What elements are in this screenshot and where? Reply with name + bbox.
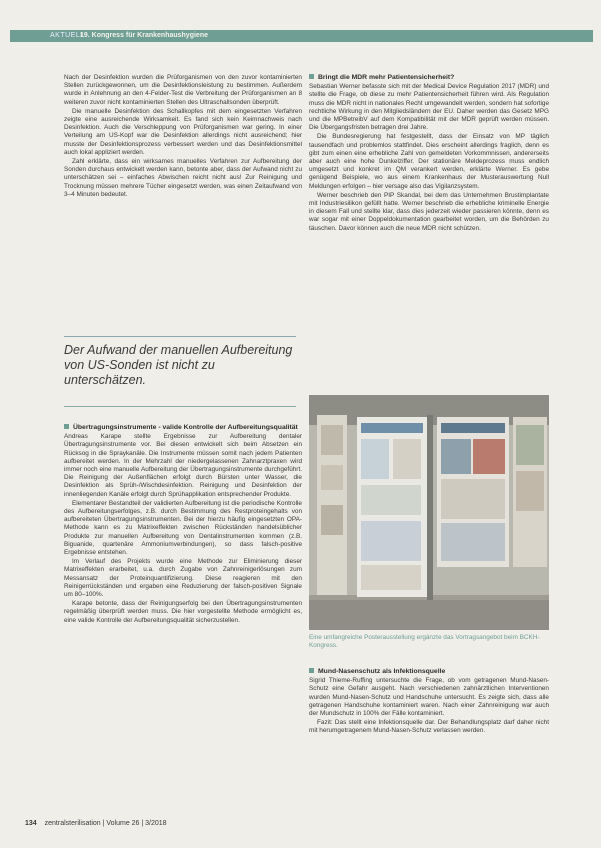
journal-issue: zentralsterilisation | Volume 26 | 3/2018: [44, 820, 167, 827]
section-heading: [309, 74, 549, 82]
pull-quote: Der Aufwand der manuellen Aufbereitung von US-Sonden ist nicht zu unterschätzen.: [64, 336, 296, 388]
paragraph: Die Bundesregierung hat festgestellt, dass der Einsatz von MP täglich tausendfach und problemlos stattfindet. Dies erscheint allerdings fraglich, denn es gibt zum einen eine erhebliche Zahl von gemeldeten Vorkommnissen, andererseits aber auch eine hohe Dunkelziffer. Der stationäre Meldeprozess muss endlich umgesetzt und konkret im QM verankert werden, erklärte Werner. Es gebe genügend Beispiele, wo aus einem Krankenhaus der Musterauswertung Null Meldungen erfolgen – hier versage also das Vigilanzsystem.: [309, 133, 549, 190]
paragraph: Zahl erklärte, dass ein wirksames manuelles Verfahren zur Aufbereitung der Sonden durchaus entwickelt werden kann, betonte aber, dass der Aufwand nicht zu unterschätzen sei – einfaches Abwischen reicht nicht aus! Zur Reinigung und Trocknung müssen mehrere Tücher eingesetzt werden, was einen Zeitaufwand von 3–4 Minuten bedeutet.: [64, 158, 302, 198]
page-number: 134: [25, 820, 37, 827]
poster-exhibition-photo: [309, 395, 549, 630]
page-footer: [25, 820, 167, 827]
section-heading-text: Mund-Nasenschutz als Infektionsquelle: [318, 668, 446, 675]
section-heading-text: Übertragungsinstrumente - valide Kontrolle der Aufbereitungsqualität: [73, 424, 298, 431]
left-column-top: [64, 74, 302, 200]
paragraph: Im Verlauf des Projekts wurde eine Methode zur Eliminierung dieser Matrixeffekten erarbeitet, u.a. durch Zugabe von Zahnreinigerlösungen zum Messansatz der Proteinquantifizierung. Diese reagieren mit den Reinigerrückständen und ergaben eine Reduzierung der falsch-positiven Signale um 80–100%.: [64, 558, 302, 599]
paragraph: Fazit: Das stellt eine Infektionsquelle dar. Der Behandlungsplatz darf daher nicht mit herumgetragenem Mund-Nasen-Schutz verlassen werden.: [309, 719, 549, 735]
paragraph: Sebastian Werner befasste sich mit der Medical Device Regulation 2017 (MDR) und stellte die Frage, ob diese zu mehr Patientensicherheit führen wird. Als Regulation muss die MDR nicht in nationales Recht umgewandelt werden, sondern hat sofortige rechtliche Wirkung in den Mitgliedsländern der EU. Daher werden das Gesetz MPG und die MPBetreibV auf dem Kompatibilität mit der MDR geprüft werden müssen. Die Übergangsfristen betragen drei Jahre.: [309, 83, 549, 132]
header-title: 19. Kongress für Krankenhaushygiene: [80, 32, 208, 39]
photo-caption: Eine umfangreiche Posterausstellung ergänzte das Vortragsangebot beim BCKH-Kongress.: [309, 634, 540, 650]
paragraph: Nach der Desinfektion wurden die Prüforganismen von den zuvor kontaminierten Stellen zurückgewonnen, um die Desinfektionsleistung zu bestimmen. Außerdem wurde in Anlehnung an den 4-Felder-Test die Verbreitung der Prüforganismen an 8 weiteren zuvor nicht kontaminierten Stellen des Ultraschallsonden überprüft.: [64, 74, 302, 106]
section-heading-text: Bringt die MDR mehr Patientensicherheit?: [318, 74, 455, 81]
paragraph: Die manuelle Desinfektion des Schallkopfes mit dem eingesetzten Verfahren zeigte eine ausreichende Wirksamkeit. Es fand sich kein Keimnachweis nach Desinfektion. Auch die Verschleppung von Prüforganismen war gering. In einer Verteilung am US-Kopf war die Desinfektion allerdings nicht ausreichend; hier musste der Desinfektionsprozess verbessert werden und das Desinfektionsmittel auch lokal appliziert werden.: [64, 107, 302, 156]
section-heading: [64, 424, 302, 432]
paragraph: Sigrid Thieme-Ruffing untersuchte die Frage, ob vom getragenen Mund-Nasen-Schutz eine Gefahr ausgeht. Nach verschiedenen zahnärztlichen Interventionen wurden Mund-Nasen-Schutz und Handschuhe untersucht. Es zeigte sich, dass alle getragenen Handschuhe kontaminiert waren. Nach einer Zahnreinigung war auch der Mundschutz in 100% der Fälle kontaminiert.: [309, 677, 549, 718]
square-bullet-icon: [309, 74, 314, 79]
paragraph: Werner beschrieb den PIP Skandal, bei dem das Unternehmen Brustimplantate mit Industriesilikon gefüllt hatte. Werner beschrieb die erhebliche kriminelle Energie in diesem Fall und stellte klar, dass dies jederzeit wieder passieren könnte, denn es war sogar mit einer Doppeldokumentation gearbeitet worden, um die Behörden zu täuschen. Davor können auch die neue MDR nicht schützen.: [309, 191, 549, 232]
header-bar: [10, 30, 593, 42]
header-section: AKTUELL: [50, 32, 85, 39]
poster-exhibition-image: [309, 395, 549, 630]
paragraph: Karape betonte, dass der Reinigungserfolg bei den Übertragungsinstrumenten regelmäßig überprüft werden muss. Die hier vorgestellte Methode ermöglicht es, eine valide Kontrolle der Aufbereitungsqualität sicherzustellen.: [64, 600, 302, 624]
square-bullet-icon: [64, 424, 69, 429]
paragraph: Elementarer Bestandteil der validierten Aufbereitung ist die periodische Kontrolle des Aufbereitungserfolges, z.B. durch Bestimmung des Restproteingehalts von aufbereiteten Übertragungsinstrumenten. Bei der hierzu häufig eingesetzten OPA-Methode kann es zu Matrixeffekten zwischen Rückständen handelsüblicher Produkte zur manuellen Aufbereitung von Dentalinstrumenten kommen (z.B. Biguanide, quartenäre Ammoniumverbindungen), so dass falsch-positive Ergebnisse entstehen.: [64, 499, 302, 557]
square-bullet-icon: [309, 668, 314, 673]
right-column-bottom: [309, 668, 549, 737]
paragraph: Andreas Karape stellte Ergebnisse zur Aufbereitung dentaler Übertragungsinstrumente vor. Bei diesen entwickelt sich beim Absetzen ein Rücksog in die Spraykanäle. Die Instrumente müssen somit nach jedem Patienten aufbereitet werden. In der Mehrzahl der niedergelassenen Zahnarztpraxen wird immer noch eine manuelle Aufbereitung der Übertragungsinstrumente durchgeführt. Die Reinigung der Außenflächen erfolgt durch Bürsten unter Wasser, die Desinfektion als Sprüh-/Wischdesinfektion. Reinigung und Desinfektion der innenliegenden Kanäle erfolgt durch Sprühapplikation entsprechender Produkte.: [64, 433, 302, 498]
quote-divider: [64, 406, 296, 407]
left-column-bottom: [64, 424, 302, 626]
right-column-top: [309, 74, 549, 234]
section-heading: [309, 668, 549, 676]
